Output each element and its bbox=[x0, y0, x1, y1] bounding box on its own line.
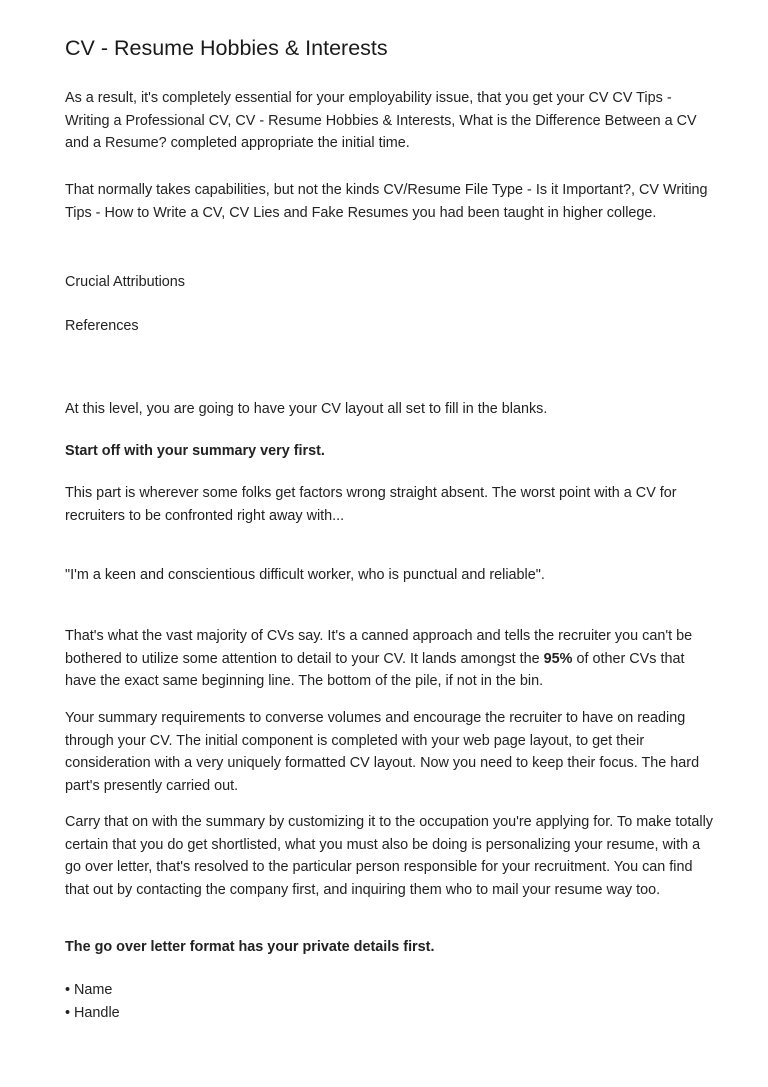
paragraph-canned-approach bbox=[65, 625, 715, 693]
text-segment: That's what the vast majority of CVs say. It's a canned approach and tells the recruiter you can't be bothered to utilize some attention to detail to your CV. It lands amongst the bbox=[65, 628, 693, 667]
details-list bbox=[65, 979, 120, 1024]
paragraph-references: References bbox=[65, 318, 139, 334]
paragraph-wrong-factors: This part is wherever some folks get factors wrong straight absent. The worst point with a CV for recruiters to be confronted right away with... bbox=[65, 485, 677, 524]
paragraph-crucial-attributions: Crucial Attributions bbox=[65, 274, 185, 290]
highlight-percent: 95% bbox=[543, 650, 573, 667]
paragraph-capabilities: That normally takes capabilities, but not the kinds CV/Resume File Type - Is it Important?, CV Writing Tips - How to Write a CV, CV Lies and Fake Resumes you had been taught in higher college. bbox=[65, 182, 708, 221]
page-title: CV - Resume Hobbies & Interests bbox=[65, 36, 388, 60]
heading-cover-letter-format: The go over letter format has your private details first. bbox=[65, 939, 435, 955]
paragraph-layout-level: At this level, you are going to have your CV layout all set to fill in the blanks. bbox=[65, 401, 548, 417]
text-segment: of other CVs that have the exact same beginning line. The bottom of the pile, if not in the bin. bbox=[65, 650, 685, 689]
paragraph-quote: "I'm a keen and conscientious difficult worker, who is punctual and reliable". bbox=[65, 567, 545, 583]
list-item: • Handle bbox=[65, 1004, 120, 1021]
heading-summary-first: Start off with your summary very first. bbox=[65, 443, 325, 459]
paragraph-customize-summary: Carry that on with the summary by customizing it to the occupation you're applying for. To make totally certain that you do get shortlisted, what you must also be doing is personalizing your resume, with a go over letter, that's resolved to the particular person responsible for your recruitment. You can find that out by contacting the company first, and inquiring them who to mail your resume way too. bbox=[65, 814, 713, 898]
paragraph-summary-requirements: Your summary requirements to converse volumes and encourage the recruiter to have on reading through your CV. The initial component is completed with your web page layout, to get their consideration with a very uniquely formatted CV layout. Now you need to keep their focus. The hard part's presently carried out. bbox=[65, 710, 700, 794]
paragraph-intro: As a result, it's completely essential for your employability issue, that you get your CV CV Tips - Writing a Professional CV, CV - Resume Hobbies & Interests, What is the Difference Between a CV and a Resume? completed appropriate the initial time. bbox=[65, 90, 697, 151]
list-item: • Name bbox=[65, 982, 113, 998]
